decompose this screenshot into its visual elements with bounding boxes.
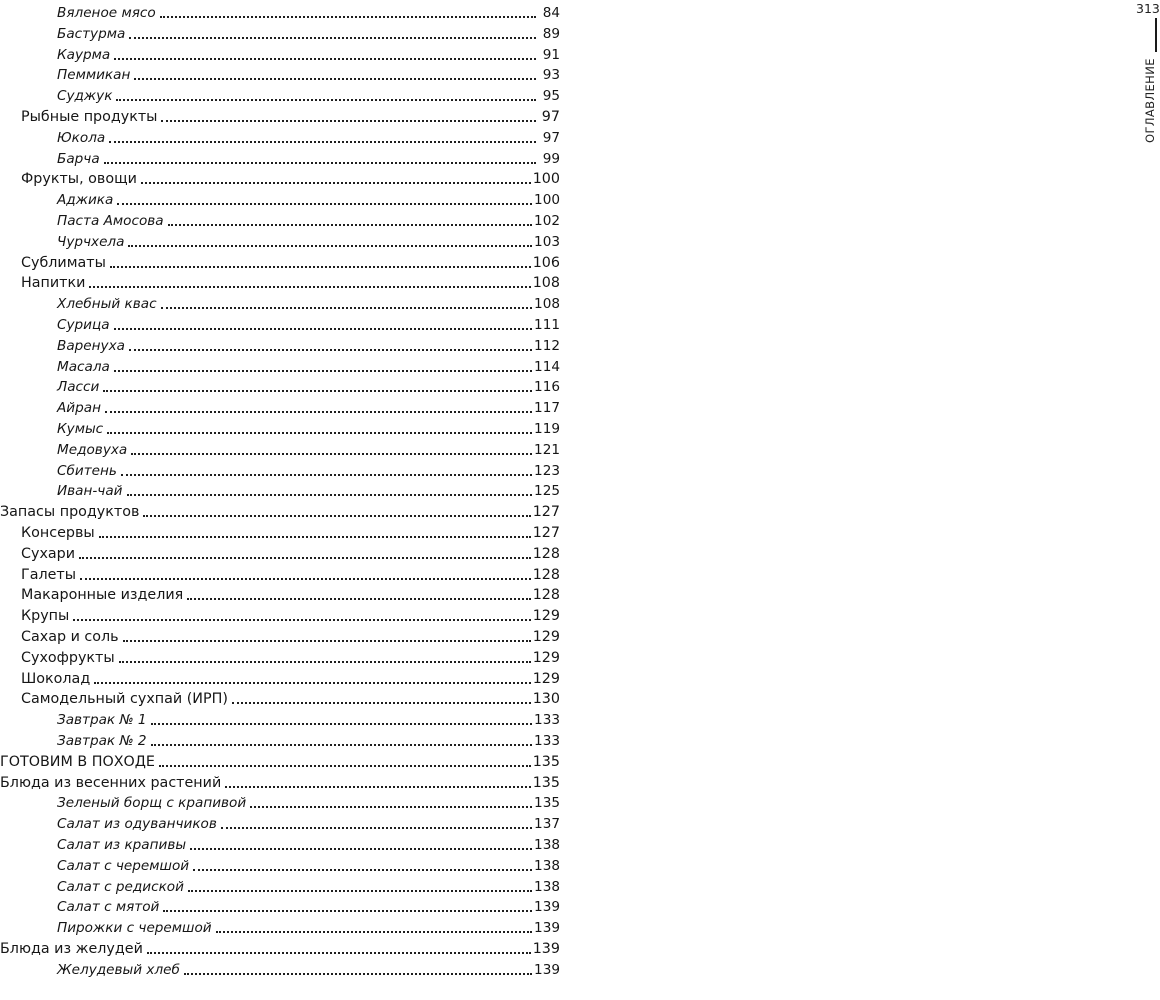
dot-leader: [104, 158, 536, 164]
dot-leader: [94, 678, 531, 684]
toc-entry-page: 130: [532, 691, 560, 708]
toc-entry-title: Салат с редиской: [57, 878, 184, 895]
page-number: 313: [1136, 1, 1160, 16]
dot-leader: [127, 490, 533, 496]
dot-leader: [121, 470, 532, 476]
dot-leader: [193, 865, 532, 871]
toc-entry-page: 135: [534, 795, 560, 812]
toc-entry-page: 135: [532, 753, 560, 770]
toc-entry-page: 112: [534, 337, 560, 354]
dot-leader: [225, 782, 530, 788]
toc-entry-title: Пеммикан: [57, 67, 131, 84]
toc-entry-title: Крупы: [21, 608, 70, 625]
header-rule: [1155, 18, 1157, 52]
toc-entry-title: Юкола: [57, 129, 106, 146]
dot-leader: [151, 719, 532, 725]
toc-entry-page: 127: [532, 504, 560, 521]
toc-entry[interactable]: [57, 356, 560, 376]
toc-entry[interactable]: [21, 522, 560, 542]
toc-entry-title: ГОТОВИМ В ПОХОДЕ: [0, 753, 155, 770]
dot-leader: [110, 262, 531, 268]
toc-entry[interactable]: [57, 460, 560, 480]
toc-entry-title: Суджук: [57, 88, 113, 105]
toc-entry-page: 128: [532, 566, 560, 583]
toc-entry[interactable]: [21, 647, 560, 667]
toc-entry-page: 123: [534, 462, 560, 479]
toc-entry-title: Паста Амосова: [57, 213, 164, 229]
toc-entry-title: Сурица: [57, 317, 110, 333]
toc-entry-title: Сухари: [21, 545, 76, 562]
toc-entry-title: Чурчхела: [57, 233, 125, 250]
toc-entry-page: 119: [534, 421, 560, 437]
toc-entry[interactable]: [57, 792, 560, 812]
toc-entry-title: Сухофрукты: [21, 649, 115, 666]
toc-entry-title: Желудевый хлеб: [57, 961, 180, 978]
toc-entry-page: 139: [534, 961, 560, 978]
toc-entry-title: Каурма: [57, 46, 111, 63]
toc-entry[interactable]: [21, 272, 560, 292]
dot-leader: [151, 740, 532, 746]
toc-entry[interactable]: [57, 855, 560, 875]
toc-entry-title: Галеты: [21, 566, 77, 583]
toc-entry-title: Запасы продуктов: [0, 504, 140, 521]
toc-entry-page: 133: [534, 733, 560, 749]
toc-entry-title: Ласси: [57, 379, 100, 396]
toc-entry-page: 128: [532, 545, 560, 562]
toc-entry-title: Блюда из желудей: [0, 941, 143, 957]
toc-entry-page: 93: [542, 67, 560, 84]
toc-entry-title: Айран: [57, 400, 101, 417]
dot-leader: [107, 428, 532, 434]
dot-leader: [129, 345, 532, 351]
toc-entry-page: 108: [532, 275, 560, 292]
toc-entry-title: Сбитень: [57, 462, 117, 479]
dot-leader: [221, 823, 532, 829]
dot-leader: [188, 886, 532, 892]
dot-leader: [159, 761, 531, 767]
toc-entry-title: Аджика: [57, 192, 114, 209]
toc-entry[interactable]: [57, 709, 560, 729]
dot-leader: [80, 574, 531, 580]
toc-entry-title: Фрукты, овощи: [21, 171, 137, 188]
toc-entry-title: Кумыс: [57, 421, 104, 437]
toc-entry[interactable]: [21, 605, 560, 625]
dot-leader: [131, 449, 532, 455]
toc-entry[interactable]: [57, 418, 560, 438]
dot-leader: [114, 324, 532, 330]
toc-entry-page: 97: [541, 109, 560, 125]
dot-leader: [99, 532, 531, 538]
toc-entry[interactable]: [57, 896, 560, 916]
toc-entry-title: Вяленое мясо: [57, 5, 156, 21]
toc-entry[interactable]: [21, 543, 560, 563]
toc-entry[interactable]: [57, 127, 560, 147]
dot-leader: [123, 636, 531, 642]
toc-entry[interactable]: [21, 688, 560, 708]
toc-entry-title: Пирожки с черемшой: [57, 920, 212, 937]
dot-leader: [216, 927, 532, 933]
toc-entry[interactable]: [57, 293, 560, 313]
toc-entry-page: 95: [542, 88, 560, 105]
toc-entry[interactable]: [57, 397, 560, 417]
toc-entry-page: 127: [532, 525, 560, 541]
toc-entry-page: 89: [542, 25, 560, 42]
toc-entry-page: 138: [534, 878, 560, 895]
dot-leader: [89, 282, 530, 288]
toc-entry-title: Иван-чай: [57, 483, 123, 500]
toc-entry-page: 108: [534, 296, 560, 313]
dot-leader: [73, 615, 530, 621]
toc-entry-page: 121: [534, 441, 560, 458]
toc-entry-page: 114: [534, 358, 560, 375]
toc-entry-page: 139: [534, 920, 560, 937]
toc-entry[interactable]: [21, 668, 560, 688]
toc-entry-page: 139: [532, 941, 560, 957]
toc-entry-title: Блюда из весенних растений: [0, 774, 222, 791]
toc-entry-page: 129: [532, 608, 560, 625]
toc-entry[interactable]: [0, 772, 560, 792]
toc-entry[interactable]: [57, 189, 560, 209]
toc-entry[interactable]: [21, 584, 560, 604]
dot-leader: [143, 511, 530, 517]
toc-entry[interactable]: [21, 252, 560, 272]
toc-entry[interactable]: [57, 917, 560, 937]
dot-leader: [114, 54, 536, 60]
toc-entry-title: Консервы: [21, 525, 95, 541]
toc-entry-title: Салат с мятой: [57, 899, 160, 916]
dot-leader: [134, 74, 536, 80]
dot-leader: [232, 698, 531, 704]
section-label: ОГЛАВЛЕНИЕ: [1143, 58, 1157, 143]
toc-entry-page: 137: [534, 816, 560, 833]
dot-leader: [116, 95, 536, 101]
toc-entry-page: 133: [534, 712, 560, 729]
toc-entry-title: Сублиматы: [21, 254, 106, 271]
toc-entry-page: 129: [532, 670, 560, 687]
toc-entry[interactable]: [0, 751, 560, 771]
dot-leader: [184, 969, 532, 975]
dot-leader: [109, 137, 536, 143]
toc-entry[interactable]: [57, 210, 560, 230]
dot-leader: [128, 241, 532, 247]
toc-entry[interactable]: [57, 959, 560, 979]
toc-entry[interactable]: [57, 148, 560, 168]
toc-entry[interactable]: [57, 2, 560, 22]
dot-leader: [129, 33, 536, 39]
dot-leader: [79, 553, 531, 559]
toc-entry[interactable]: [57, 335, 560, 355]
toc-entry[interactable]: [57, 64, 560, 84]
toc-entry-title: Шоколад: [21, 670, 91, 687]
toc-entry[interactable]: [57, 439, 560, 459]
toc-entry-page: 97: [542, 129, 560, 146]
toc-entry-page: 103: [534, 233, 560, 250]
toc-entry[interactable]: [57, 876, 560, 896]
dot-leader: [160, 12, 536, 18]
toc-entry[interactable]: [57, 480, 560, 500]
dot-leader: [103, 386, 532, 392]
toc-entry-title: Салат с черемшой: [57, 857, 190, 874]
toc-entry[interactable]: [21, 168, 560, 188]
toc-entry[interactable]: [57, 44, 560, 64]
dot-leader: [187, 594, 530, 600]
toc-entry-title: Бастурма: [57, 25, 126, 42]
dot-leader: [147, 948, 531, 954]
dot-leader: [161, 303, 532, 309]
toc-entry-page: 138: [534, 857, 560, 874]
toc-entry-page: 116: [534, 379, 560, 396]
toc-entry[interactable]: [57, 376, 560, 396]
toc-entry-title: Салат из одуванчиков: [57, 816, 217, 833]
toc-entry-title: Завтрак № 1: [57, 712, 147, 729]
dot-leader: [161, 116, 536, 122]
dot-leader: [114, 366, 532, 372]
toc-entry-page: 111: [534, 317, 560, 333]
toc-entry-page: 91: [542, 46, 560, 63]
toc-entry-title: Варенуха: [57, 337, 125, 354]
toc-entry-page: 117: [534, 400, 560, 417]
toc-entry-page: 138: [534, 837, 560, 853]
toc-entry-title: Салат из крапивы: [57, 837, 187, 853]
toc-entry[interactable]: [21, 626, 560, 646]
toc-entry-page: 139: [534, 899, 560, 916]
toc-entry-page: 129: [532, 629, 560, 645]
toc-entry[interactable]: [0, 501, 560, 521]
toc-entry-title: Масала: [57, 358, 110, 375]
dot-leader: [163, 906, 532, 912]
toc-entry[interactable]: [57, 85, 560, 105]
toc-entry-page: 99: [542, 150, 560, 167]
toc-entry-title: Завтрак № 2: [57, 733, 147, 749]
toc-entry-page: 106: [532, 254, 560, 271]
toc-entry[interactable]: [57, 730, 560, 750]
toc-entry[interactable]: [0, 938, 560, 958]
toc-entry-title: Хлебный квас: [57, 296, 157, 313]
dot-leader: [105, 407, 532, 413]
toc-entry[interactable]: [57, 834, 560, 854]
toc-entry-title: Рыбные продукты: [21, 109, 158, 125]
dot-leader: [119, 657, 531, 663]
dot-leader: [250, 802, 532, 808]
toc-entry-page: 102: [534, 213, 560, 229]
toc-entry-page: 125: [534, 483, 560, 500]
dot-leader: [168, 220, 532, 226]
toc-entry-title: Медовуха: [57, 441, 128, 458]
toc-entry-page: 128: [532, 587, 560, 604]
toc-entry[interactable]: [57, 23, 560, 43]
toc-entry-page: 129: [532, 649, 560, 666]
toc-entry[interactable]: [57, 813, 560, 833]
toc-entry[interactable]: [21, 564, 560, 584]
toc-entry-title: Напитки: [21, 275, 86, 292]
toc-entry-page: 84: [542, 5, 560, 21]
toc-entry[interactable]: [21, 106, 560, 126]
toc-entry-page: 100: [532, 171, 560, 188]
toc-entry-page: 100: [534, 192, 560, 209]
toc-entry-title: Барча: [57, 150, 100, 167]
toc-entry-title: Макаронные изделия: [21, 587, 184, 604]
toc-entry-title: Зеленый борщ с крапивой: [57, 795, 247, 812]
dot-leader: [117, 199, 532, 205]
dot-leader: [190, 844, 532, 850]
toc-entry-title: Сахар и соль: [21, 629, 119, 645]
toc-entry-page: 135: [532, 774, 560, 791]
dot-leader: [141, 178, 531, 184]
toc-entry-title: Самодельный сухпай (ИРП): [21, 691, 228, 708]
toc-entry[interactable]: [57, 314, 560, 334]
toc-entry[interactable]: [57, 231, 560, 251]
